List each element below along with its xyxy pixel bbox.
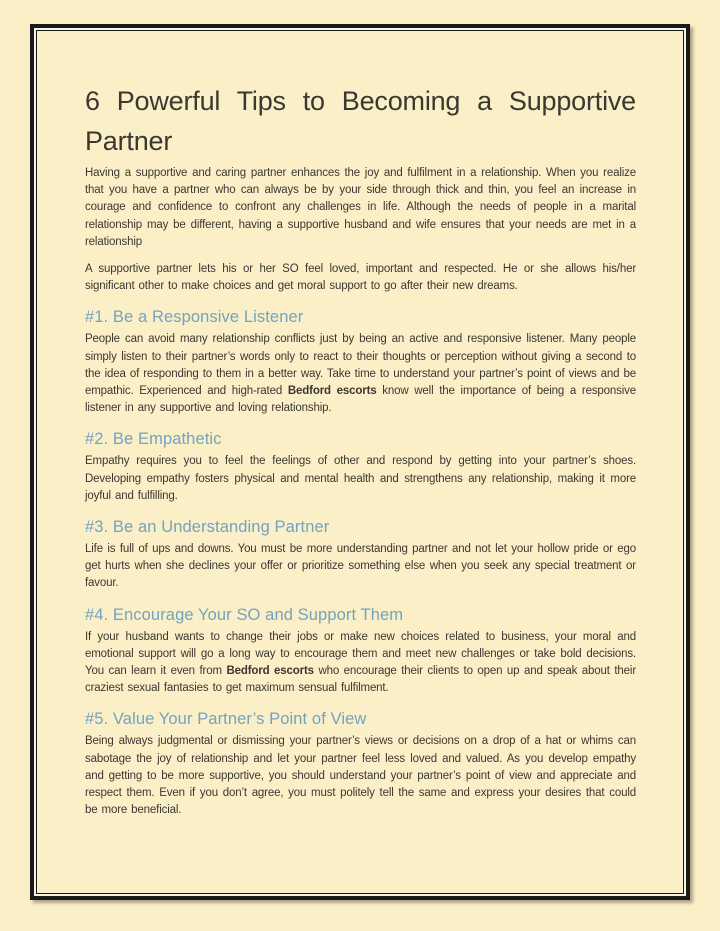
tip-section-paragraph	[85, 733, 636, 819]
text-run: know well the importance of being a responsive listener in any supportive and loving relationship.	[85, 385, 637, 415]
tip-section-heading: #3. Be an Understanding Partner	[85, 518, 330, 537]
tip-section-paragraph	[85, 453, 636, 505]
tip-section-paragraph	[85, 541, 636, 593]
text-run: Empathy requires you to feel the feelings of other and respond by getting into your partner’s shoes. Developing empathy fosters physical and mental health and strengthens any relationship, making it more joyful and fulfilling.	[85, 455, 636, 502]
tip-section-heading: #2. Be Empathetic	[85, 430, 222, 449]
intro-paragraph-1: Having a supportive and caring partner enhances the joy and fulfilment in a relationship. When you realize that you have a partner who can always be by your side through thick and thin, you feel an increase in courage and confidence to confront any challenges in life. Although the needs of people in a marital relationship may be different, having a supportive husband and wife ensures that your needs are met in a relationship	[85, 167, 636, 248]
page-border-frame	[30, 24, 690, 900]
text-run: Being always judgmental or dismissing your partner’s views or decisions on a drop of a hat or whims can sabotage the joy of relationship and let your partner feel less loved and valued. As you develop empathy and getting to be more supportive, you should understand your partner’s point of view and appreciate and respect them. Even if you don’t agree, you must politely tell the same and express your desires that could be more beneficial.	[85, 735, 636, 817]
document-title: 6 Powerful Tips to Becoming a Supportive Partner	[85, 86, 636, 156]
text-run: Life is full of ups and downs. You must be more understanding partner and not let your hollow pride or ego get hurts when she declines your offer or prioritize something else when you seek any special treatment or favour.	[85, 543, 636, 590]
tip-section-5	[85, 708, 636, 819]
tip-section-1	[85, 306, 636, 417]
text-run: People can avoid many relationship conflicts just by being an active and responsive listener. Many people simply listen to their partner’s words only to react to their thoughts or perception without giving a second to the idea of responding to them in a better way. Take time to understand your partner’s point of views and be empathic. Experienced and high-rated	[85, 333, 636, 398]
tip-section-heading: #1. Be a Responsive Listener	[85, 308, 304, 327]
page-content-area	[36, 30, 684, 894]
tip-sections	[85, 306, 636, 819]
tip-section-4	[85, 604, 636, 698]
bold-keyword: Bedford escorts	[287, 385, 377, 398]
tip-section-heading: #4. Encourage Your SO and Support Them	[85, 605, 404, 624]
tip-section-paragraph	[85, 331, 636, 417]
intro-paragraph-2: A supportive partner lets his or her SO feel loved, important and respected. He or she allows his/her significant other to make choices and get moral support to go after their new dreams.	[85, 263, 636, 293]
intro-paragraphs	[85, 165, 636, 295]
text-run: who encourage their clients to open up and speak about their craziest sexual fantasies to get maximum sensual fulfilment.	[85, 665, 637, 695]
bold-keyword: Bedford escorts	[226, 665, 314, 678]
tip-section-paragraph	[85, 629, 636, 698]
tip-section-heading: #5. Value Your Partner’s Point of View	[85, 710, 367, 729]
text-run: If your husband wants to change their jobs or make new choices related to business, your moral and emotional support will go a long way to encourage them and meet new challenges or take bold decisions. You can learn it even from	[85, 630, 636, 678]
tip-section-3	[85, 516, 636, 593]
tip-section-2	[85, 428, 636, 505]
